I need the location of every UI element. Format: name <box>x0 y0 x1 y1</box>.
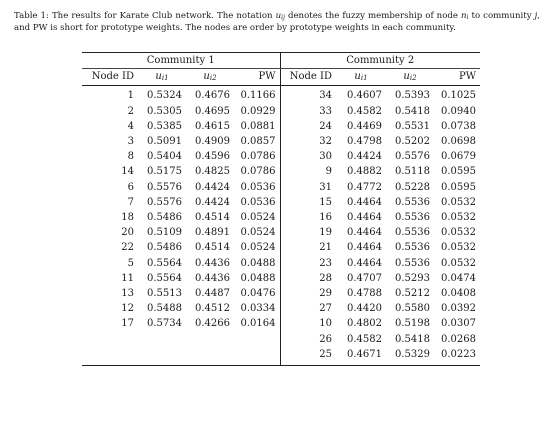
c2-cell: 24 <box>280 119 336 134</box>
table-row <box>82 104 480 119</box>
table-row <box>82 180 480 195</box>
caption-n-symbol: $n_i$ <box>461 11 469 21</box>
community-1-header: Community 1 <box>82 53 280 69</box>
c2-cell: 0.0532 <box>441 242 476 254</box>
c1-cell: 0.4436 <box>195 257 230 269</box>
caption-u-symbol: $u_{ij}$ <box>275 11 285 21</box>
table-row <box>82 332 480 347</box>
c2-cell: 19 <box>280 225 336 240</box>
c1-cell: 6 <box>127 181 134 193</box>
c1-cell: 0.5109 <box>147 227 182 239</box>
table-row <box>82 240 480 255</box>
results-table-body <box>82 86 480 366</box>
c1-cell: 0.5576 <box>147 196 182 208</box>
c2-cell: 0.0532 <box>441 196 476 208</box>
c2-cell: 0.5536 <box>395 257 430 269</box>
community-2-header: Community 2 <box>280 53 480 69</box>
c2-cell: 30 <box>280 149 336 164</box>
c2-cell: 0.0679 <box>441 151 476 163</box>
c2-cell: 0.4882 <box>347 166 382 178</box>
c1-cell: 0.5734 <box>147 318 182 330</box>
table-row <box>82 286 480 301</box>
c2-cell: 0.5576 <box>395 151 430 163</box>
c2-cell: 0.1025 <box>441 90 476 102</box>
c1-cell: 0.0786 <box>240 166 276 178</box>
c2-cell: 0.5580 <box>395 303 430 315</box>
c1-cell: 0.4891 <box>195 227 230 239</box>
c1-cell: 22 <box>121 242 134 254</box>
c2-cell: 34 <box>280 86 336 104</box>
c2-cell: 0.0223 <box>434 347 480 366</box>
c2-cell: 25 <box>280 347 336 366</box>
c2-cell: 0.4607 <box>347 90 382 102</box>
c1-cell: 1 <box>127 90 134 102</box>
caption-j-symbol: j <box>534 11 538 21</box>
c1-cell: 0.5576 <box>147 181 182 193</box>
col-header-u1: $u_{i1}$ <box>336 69 386 86</box>
c1-cell: 13 <box>121 288 134 300</box>
c2-cell: 27 <box>280 301 336 316</box>
c2-cell: 0.4464 <box>347 257 382 269</box>
c2-cell: 21 <box>280 240 336 255</box>
c1-cell: 0.5324 <box>147 90 182 102</box>
c1-cell: 0.0536 <box>240 181 276 193</box>
c2-cell: 16 <box>280 210 336 225</box>
c1-cell: 0.4695 <box>195 105 230 117</box>
table-row <box>82 256 480 271</box>
c2-cell: 28 <box>280 271 336 286</box>
c2-cell: 0.0268 <box>441 333 476 345</box>
c2-cell: 0.0408 <box>441 288 476 300</box>
c1-cell: 0.5305 <box>147 105 182 117</box>
c1-cell <box>234 347 280 366</box>
c1-cell: 0.4514 <box>195 242 230 254</box>
c1-cell: 0.4424 <box>195 181 230 193</box>
c1-cell <box>82 332 138 347</box>
c1-cell: 20 <box>121 227 134 239</box>
c2-cell: 0.5228 <box>395 181 430 193</box>
c1-cell <box>82 347 138 366</box>
c2-cell: 31 <box>280 180 336 195</box>
table-row <box>82 271 480 286</box>
c2-cell: 0.5418 <box>395 333 430 345</box>
col-header-pw: PW <box>234 69 280 86</box>
c2-cell: 9 <box>280 164 336 179</box>
c1-cell: 2 <box>127 105 134 117</box>
c1-cell: 14 <box>121 166 134 178</box>
c2-cell: 0.4469 <box>347 120 382 132</box>
c1-cell: 0.0488 <box>240 257 276 269</box>
table-row <box>82 149 480 164</box>
c1-cell: 0.5404 <box>147 151 182 163</box>
col-header-node-id: Node ID <box>82 69 138 86</box>
c2-cell: 29 <box>280 286 336 301</box>
c1-cell: 8 <box>127 151 134 163</box>
c1-cell: 0.4596 <box>195 151 230 163</box>
c1-cell: 0.4436 <box>195 272 230 284</box>
c2-cell: 0.4464 <box>347 212 382 224</box>
c2-cell: 0.4802 <box>347 318 382 330</box>
c2-cell: 0.0532 <box>441 227 476 239</box>
c2-cell: 0.0698 <box>441 136 476 148</box>
c2-cell: 0.5293 <box>395 272 430 284</box>
c2-cell: 0.4424 <box>347 151 382 163</box>
c1-cell: 0.4825 <box>195 166 230 178</box>
c1-cell: 17 <box>121 318 134 330</box>
col-header-u1: $u_{i1}$ <box>138 69 186 86</box>
c2-cell: 0.0392 <box>441 303 476 315</box>
c1-cell: 7 <box>127 196 134 208</box>
c2-cell: 0.5536 <box>395 212 430 224</box>
c2-cell: 0.5118 <box>395 166 430 178</box>
c2-cell: 0.4707 <box>347 272 382 284</box>
c2-cell: 15 <box>280 195 336 210</box>
caption-label: Table 1: <box>14 11 49 21</box>
col-header-pw: PW <box>434 69 480 86</box>
c1-cell: 12 <box>121 303 134 315</box>
c1-cell: 0.5513 <box>147 288 182 300</box>
c1-cell: 0.4487 <box>195 288 230 300</box>
c1-cell: 0.0488 <box>240 272 276 284</box>
c2-cell: 0.5202 <box>395 136 430 148</box>
c2-cell: 10 <box>280 316 336 331</box>
caption-text-mid1: denotes the fuzzy membership of node <box>287 11 458 21</box>
table-row <box>82 347 480 366</box>
c2-cell: 0.5329 <box>386 347 434 366</box>
c2-cell: 0.4582 <box>347 333 382 345</box>
c2-cell: 0.5536 <box>395 227 430 239</box>
c2-cell: 0.0307 <box>441 318 476 330</box>
c2-cell: 33 <box>280 104 336 119</box>
c1-cell: 0.0476 <box>240 288 276 300</box>
c2-cell: 0.4464 <box>347 196 382 208</box>
c1-cell <box>186 332 234 347</box>
table-row <box>82 134 480 149</box>
c1-cell: 0.0786 <box>240 151 276 163</box>
c1-cell: 0.0164 <box>240 318 276 330</box>
c1-cell <box>138 332 186 347</box>
c1-cell: 5 <box>127 257 134 269</box>
c1-cell: 0.5486 <box>147 212 182 224</box>
c2-cell: 0.5212 <box>395 288 430 300</box>
c2-cell: 0.4772 <box>347 181 382 193</box>
c2-cell: 0.5536 <box>395 242 430 254</box>
c1-cell: 0.5385 <box>147 120 182 132</box>
c1-cell <box>234 332 280 347</box>
table-caption <box>14 10 540 34</box>
c1-cell: 0.5564 <box>147 272 182 284</box>
c1-cell <box>186 347 234 366</box>
c1-cell: 0.0536 <box>240 196 276 208</box>
c1-cell: 0.4909 <box>195 136 230 148</box>
c1-cell: 0.0857 <box>240 136 276 148</box>
c2-cell: 0.5531 <box>395 120 430 132</box>
table-row <box>82 301 480 316</box>
c2-cell: 32 <box>280 134 336 149</box>
c1-cell: 0.5091 <box>147 136 182 148</box>
caption-text-before: The results for Karate Club network. The notation <box>51 11 273 21</box>
c2-cell: 0.4420 <box>347 303 382 315</box>
c1-cell: 0.5564 <box>147 257 182 269</box>
c2-cell: 0.4464 <box>347 227 382 239</box>
c1-cell: 0.4424 <box>195 196 230 208</box>
c1-cell: 0.0881 <box>240 120 276 132</box>
col-header-u2: $u_{i2}$ <box>186 69 234 86</box>
col-header-u2: $u_{i2}$ <box>386 69 434 86</box>
table-row <box>82 225 480 240</box>
table-row <box>82 119 480 134</box>
c2-cell: 0.0595 <box>441 166 476 178</box>
c1-cell: 0.4512 <box>195 303 230 315</box>
c1-cell: 0.5486 <box>147 242 182 254</box>
c1-cell: 0.1166 <box>240 90 276 102</box>
table-row <box>82 210 480 225</box>
c1-cell: 0.5175 <box>147 166 182 178</box>
c1-cell: 0.4676 <box>195 90 230 102</box>
c2-cell: 0.0940 <box>441 105 476 117</box>
table-row <box>82 164 480 179</box>
c2-cell: 0.0532 <box>441 212 476 224</box>
c1-cell: 4 <box>127 120 134 132</box>
c1-cell: 0.0334 <box>240 303 276 315</box>
c1-cell: 0.4514 <box>195 212 230 224</box>
c1-cell: 0.0929 <box>240 105 276 117</box>
c1-cell: 3 <box>127 136 134 148</box>
c2-cell: 0.0738 <box>441 120 476 132</box>
c2-cell: 23 <box>280 256 336 271</box>
c1-cell: 18 <box>121 212 134 224</box>
table-row <box>82 316 480 331</box>
col-header-node-id: Node ID <box>280 69 336 86</box>
c2-cell: 0.5393 <box>395 90 430 102</box>
c2-cell: 0.4788 <box>347 288 382 300</box>
c2-cell: 0.4671 <box>336 347 386 366</box>
c2-cell: 0.5418 <box>395 105 430 117</box>
results-table <box>82 52 480 366</box>
c2-cell: 26 <box>280 332 336 347</box>
c1-cell: 0.0524 <box>240 227 276 239</box>
c1-cell: 0.4266 <box>195 318 230 330</box>
c1-cell <box>138 347 186 366</box>
c2-cell: 0.4582 <box>347 105 382 117</box>
c1-cell: 0.0524 <box>240 242 276 254</box>
c2-cell: 0.0474 <box>441 272 476 284</box>
c1-cell: 0.5488 <box>147 303 182 315</box>
c2-cell: 0.5536 <box>395 196 430 208</box>
c2-cell: 0.0595 <box>441 181 476 193</box>
caption-text-after: , and PW is short for prototype weights. The nodes are order by prototype weights in each community. <box>14 11 541 33</box>
table-row <box>82 86 480 104</box>
c2-cell: 0.5198 <box>395 318 430 330</box>
c2-cell: 0.0532 <box>441 257 476 269</box>
c2-cell: 0.4798 <box>347 136 382 148</box>
c1-cell: 0.0524 <box>240 212 276 224</box>
table-row <box>82 195 480 210</box>
c1-cell: 0.4615 <box>195 120 230 132</box>
c1-cell: 11 <box>121 272 134 284</box>
c2-cell: 0.4464 <box>347 242 382 254</box>
caption-text-mid2: to community <box>471 11 532 21</box>
